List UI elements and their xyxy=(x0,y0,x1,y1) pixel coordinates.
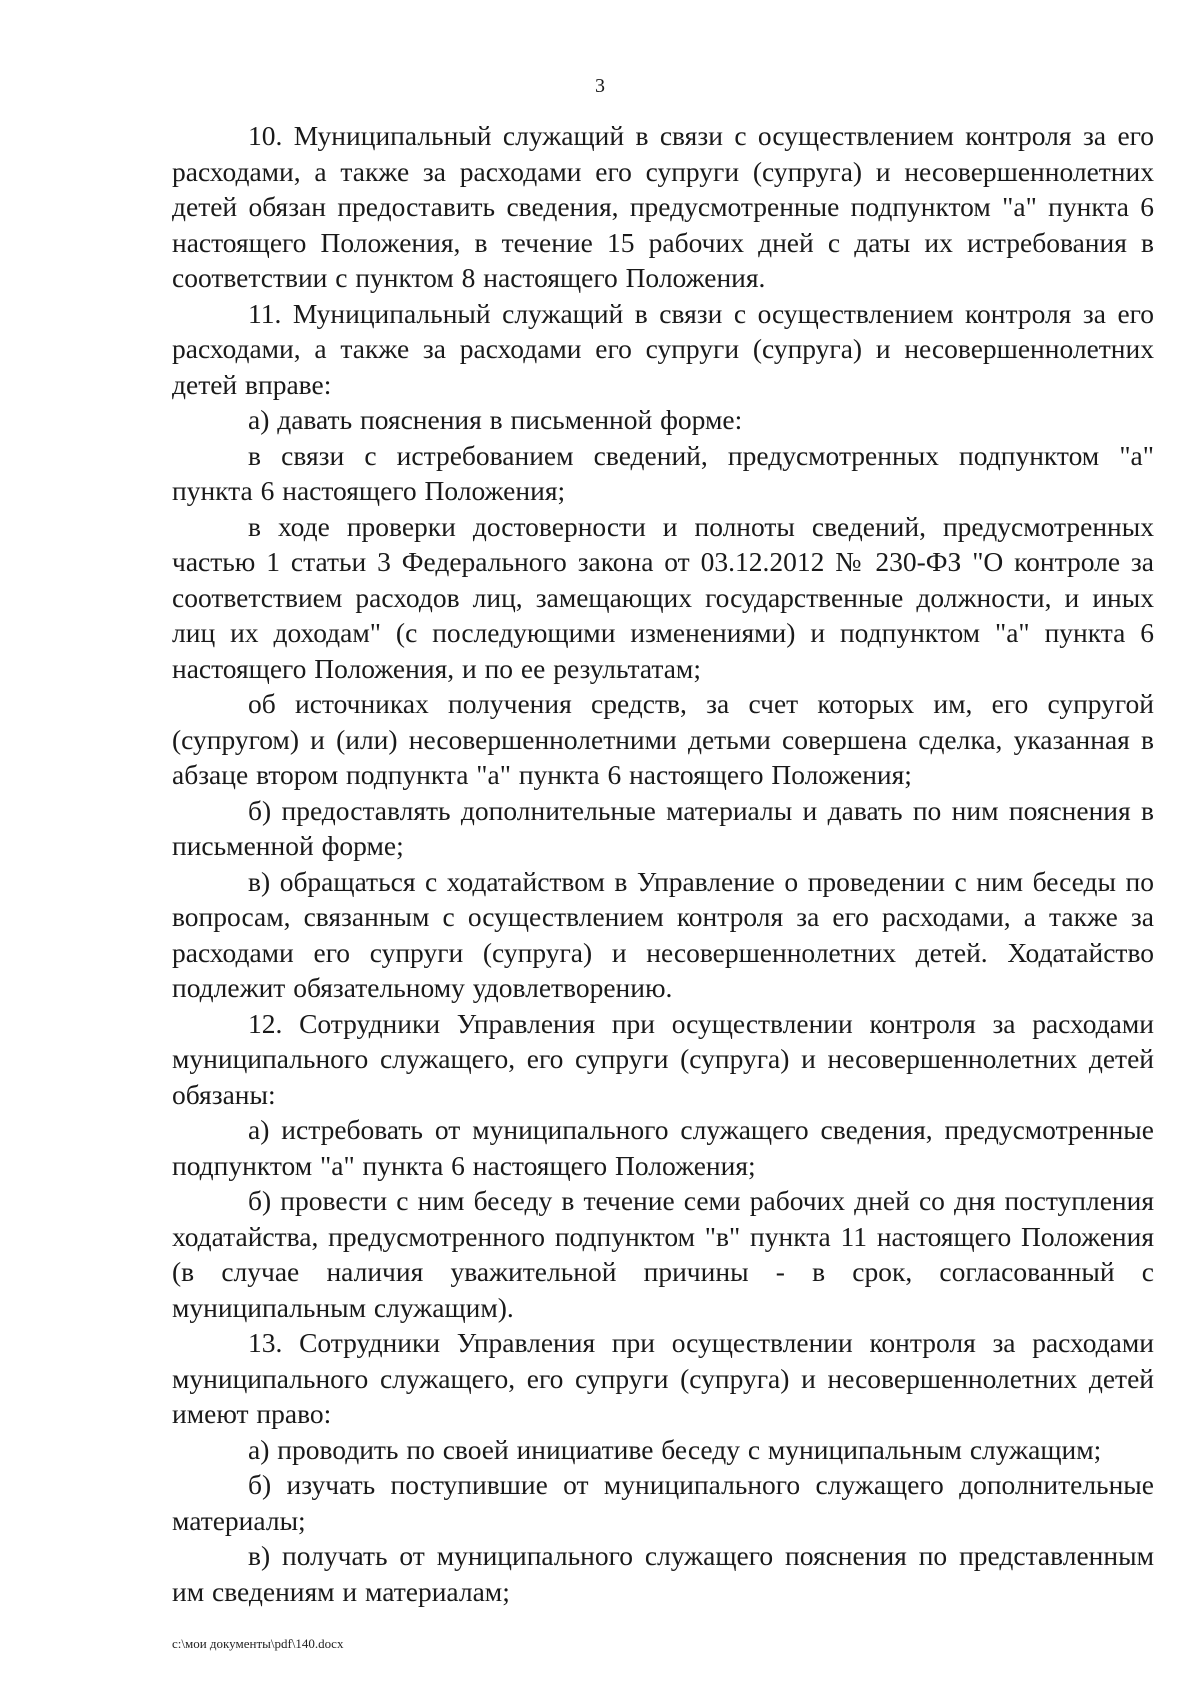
paragraph-13-a: а) проводить по своей инициативе беседу с муниципальным служащим; xyxy=(248,1433,1102,1465)
paragraph-11-a-3: об источниках получения средств, за счет которых им, его супругой (супругом) и (или) несовершеннолетними детьми совершена сделка, указанная в абзаце втором подпункта "а" пункта 6 настоящего Положения; xyxy=(172,688,1154,790)
paragraph-13: 13. Сотрудники Управления при осуществлении контроля за расходами муниципального служащего, его супруги (супруга) и несовершеннолетних детей имеют право: xyxy=(172,1327,1154,1429)
paragraph-13-b: б) изучать поступившие от муниципального служащего дополнительные материалы; xyxy=(172,1469,1154,1536)
paragraph-11-v: в) обращаться с ходатайством в Управление о проведении с ним беседы по вопросам, связанным с осуществлением контроля за его расходами, а также за расходами его супруги (супруга) и несовершеннолетних детей. Ходатайство подлежит обязательному удовлетворению. xyxy=(172,865,1154,1003)
paragraph-11-a-2: в ходе проверки достоверности и полноты сведений, предусмотренных частью 1 статьи 3 Федерального закона от 03.12.2012 № 230-ФЗ "О контроле за соответствием расходов лиц, замещающих государственные должности, и иных лиц их доходам" (с последующими изменениями) и подпунктом "а" пункта 6 настоящего Положения, и по ее результатам; xyxy=(172,510,1154,684)
paragraph-11-b: б) предоставлять дополнительные материалы и давать по ним пояснения в письменной форме; xyxy=(172,794,1154,861)
paragraph-12-b: б) провести с ним беседу в течение семи рабочих дней со дня поступления ходатайства, предусмотренного подпунктом "в" пункта 11 настоящего Положения (в случае наличия уважительной причины - в срок, согласованный с муниципальным служащим). xyxy=(172,1185,1154,1323)
paragraph-12-a: а) истребовать от муниципального служащего сведения, предусмотренные подпунктом "а" пункта 6 настоящего Положения; xyxy=(172,1114,1154,1181)
page-number: 3 xyxy=(595,75,605,97)
paragraph-11: 11. Муниципальный служащий в связи с осуществлением контроля за его расходами, а также за расходами его супруги (супруга) и несовершеннолетних детей вправе: xyxy=(172,297,1154,400)
paragraph-12: 12. Сотрудники Управления при осуществлении контроля за расходами муниципального служащего, его супруги (супруга) и несовершеннолетних детей обязаны: xyxy=(172,1007,1154,1110)
document-body xyxy=(172,118,1154,1609)
paragraph-11-a-1: в связи с истребованием сведений, предусмотренных подпунктом "а" пункта 6 настоящего Положения; xyxy=(172,439,1154,506)
paragraph-13-v: в) получать от муниципального служащего пояснения по представленным им сведениям и материалам; xyxy=(172,1540,1154,1607)
paragraph-11-a: а) давать пояснения в письменной форме: xyxy=(248,404,743,435)
footer-file-path: c:\мои документы\pdf\140.docx xyxy=(172,1636,344,1651)
paragraph-10: 10. Муниципальный служащий в связи с осуществлением контроля за его расходами, а также за расходами его супруги (супруга) и несовершеннолетних детей обязан предоставить сведения, предусмотренные подпунктом "а" пункта 6 настоящего Положения, в течение 15 рабочих дней с даты их истребования в соответствии с пунктом 8 настоящего Положения. xyxy=(172,120,1154,293)
